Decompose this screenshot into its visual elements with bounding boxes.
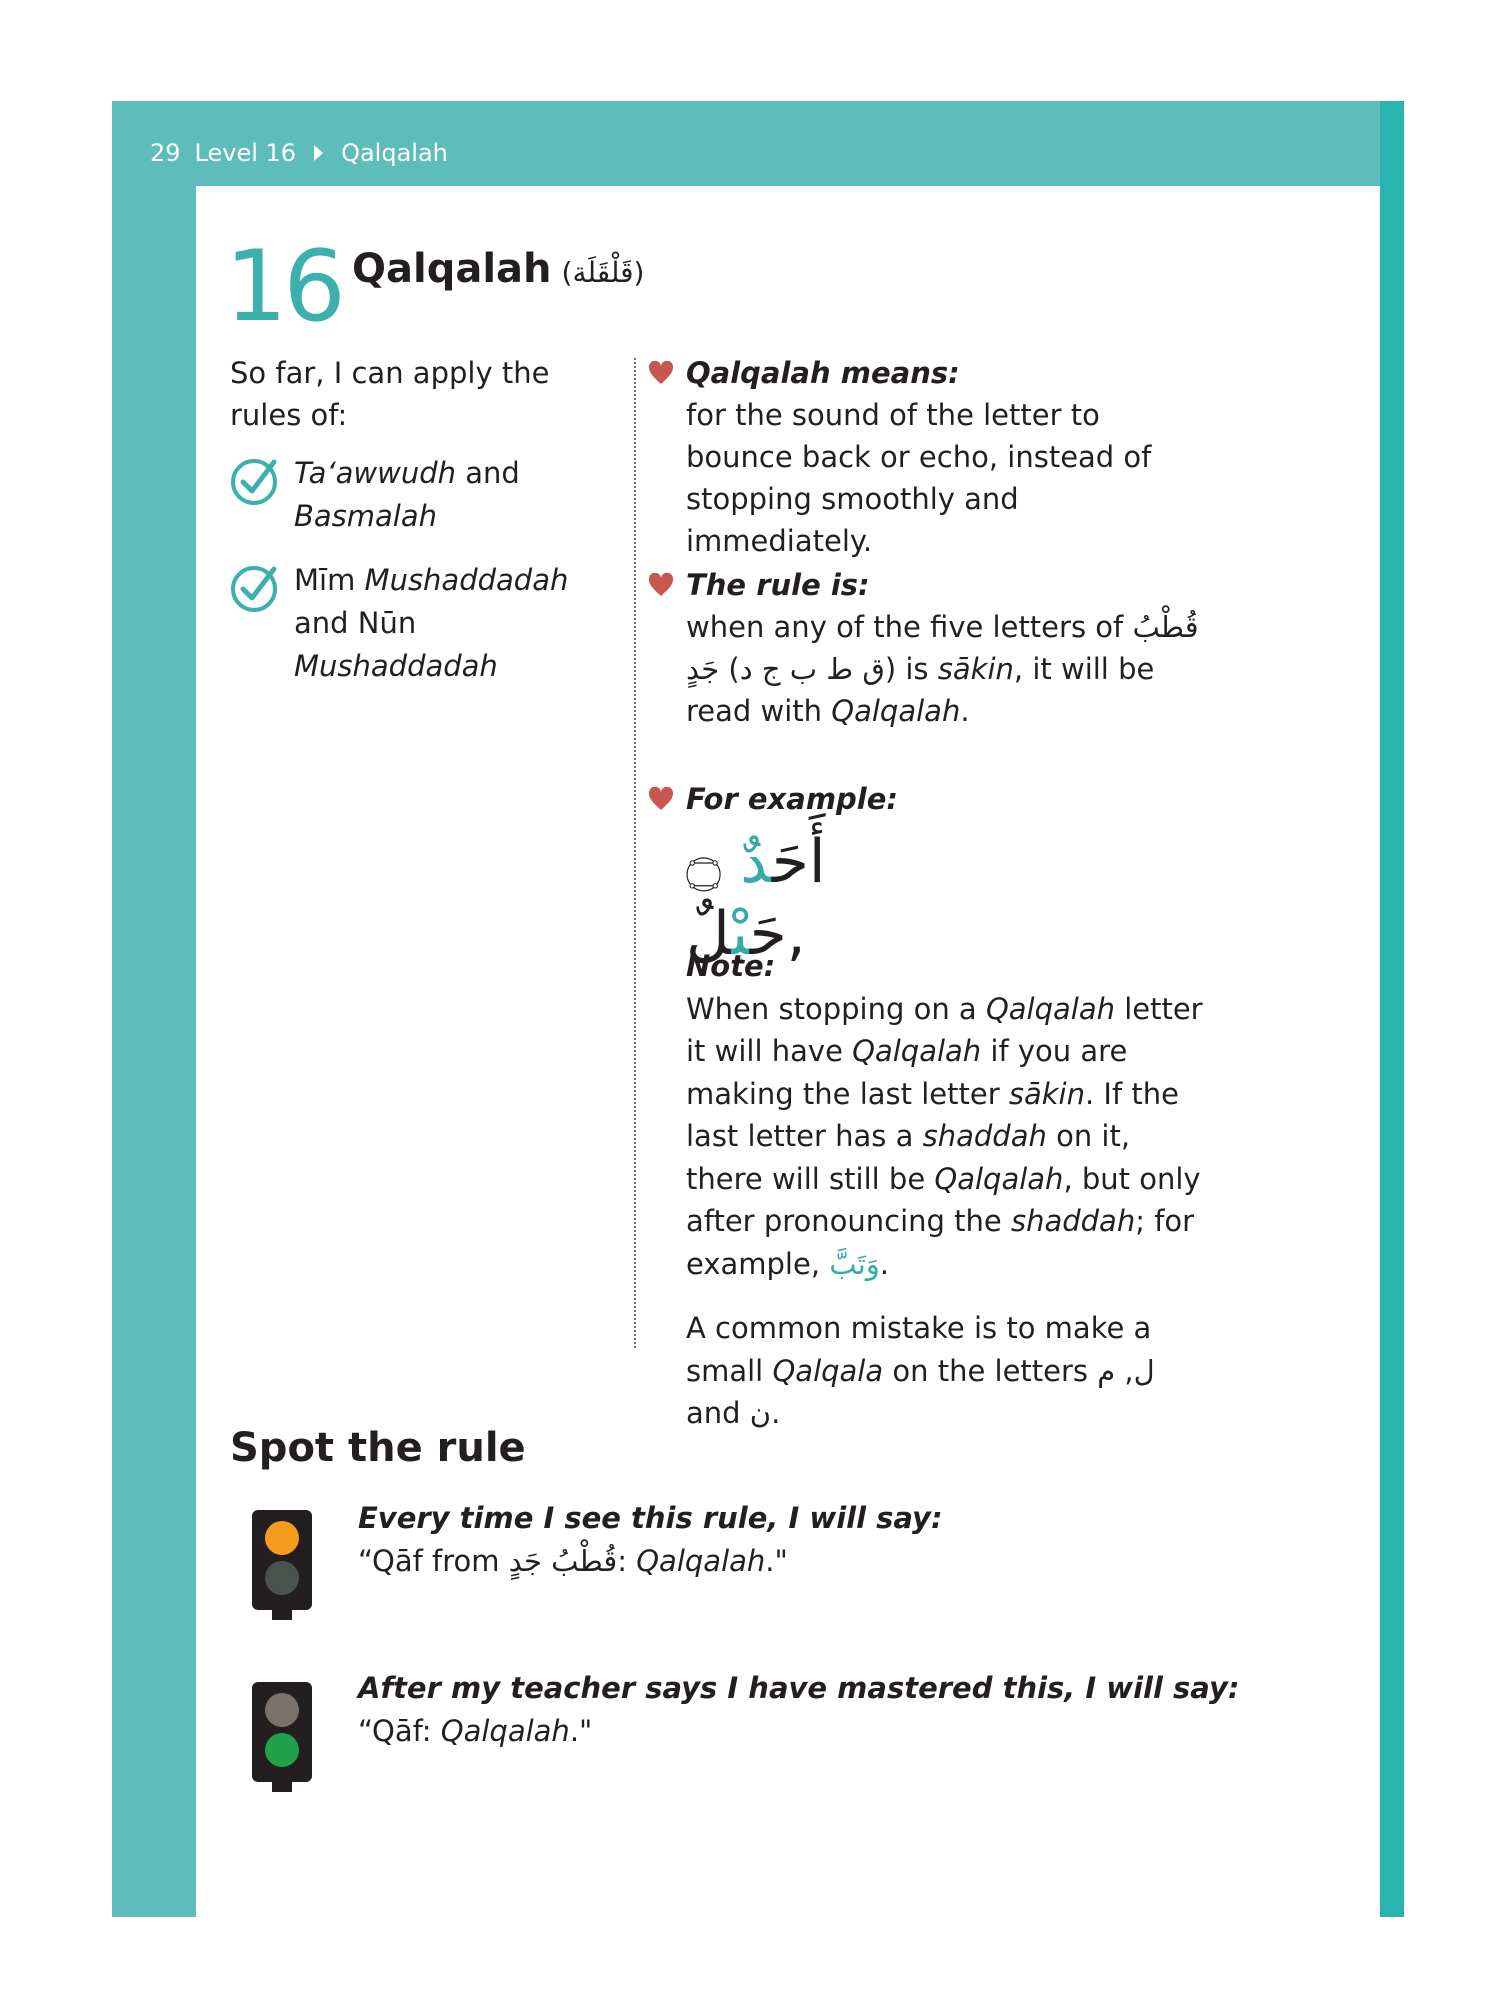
rule-arabic-phrase: قُطْبُ جَدٍ (686, 610, 1199, 686)
note-text: When stopping on a (686, 991, 986, 1026)
note-text: , (1115, 1353, 1134, 1388)
column-divider (634, 358, 636, 1348)
rule-section (648, 564, 1208, 732)
prior-rule-term: Basmalah (294, 499, 438, 533)
quote-text: : (617, 1544, 637, 1578)
example-word-1: أَحَ (771, 827, 826, 897)
quote-text: ." (765, 1544, 788, 1578)
note-heading: Note: (686, 949, 776, 983)
note-term: Qalqalah (852, 1034, 982, 1068)
stop-sign: ۝ (686, 827, 741, 897)
rule-heading: The rule is: (686, 568, 870, 602)
arabic-letter: ن (749, 1396, 772, 1430)
rule-term: sākin (937, 652, 1014, 686)
page-number: 29 (150, 139, 181, 167)
prior-rule-term: Mushaddadah (294, 649, 498, 683)
example-section (648, 778, 1208, 970)
rule-text: ( (719, 652, 740, 686)
note-term: sākin (1008, 1076, 1085, 1111)
note-text: on the letters (883, 1353, 1098, 1388)
prior-rule-prefix: Mīm (294, 563, 365, 597)
example-heading: For example: (686, 782, 899, 816)
quote-term: Qalqalah (636, 1544, 766, 1578)
note-paragraph (686, 988, 1206, 1286)
rule-text: , it will be read with (686, 652, 1155, 728)
note-text: . (771, 1396, 781, 1430)
rule-text: . (960, 694, 970, 728)
checkmark-icon (230, 454, 282, 506)
chapter-title (352, 246, 644, 292)
meaning-heading: Qalqalah means: (686, 356, 960, 390)
prior-rule-text (294, 559, 620, 688)
note-text: letter it will have (686, 991, 1203, 1068)
first-saying-heading: Every time I see this rule, I will say: (358, 1501, 943, 1535)
topic-label: Qalqalah (341, 139, 448, 167)
arabic-letter: م (1097, 1353, 1116, 1388)
example-word-2: حَ (749, 899, 787, 969)
second-saying-heading: After my teacher says I have mastered this, I will say: (358, 1671, 1240, 1705)
prior-rule-term: Ta‘awwudh (294, 456, 457, 490)
chapter-title-arabic: (قَلْقَلَة) (561, 256, 645, 289)
first-saying-quote (358, 1540, 1258, 1583)
note-text: A common mistake is to make a small (686, 1311, 1152, 1388)
prior-rule-item (230, 559, 620, 688)
arabic-letter: ل (1133, 1353, 1155, 1388)
quote-text: “Qāf from (358, 1544, 509, 1578)
note-text: and (686, 1396, 750, 1430)
mistake-paragraph (686, 1307, 1206, 1435)
note-term: Qalqala (772, 1353, 884, 1388)
prior-rule-term: Mushaddadah (364, 563, 569, 597)
prior-rule-prefix: and Nūn (294, 606, 417, 640)
example-word-1-highlight: دٌ (740, 827, 772, 897)
rule-arabic-letters: ق ط ب ج د (739, 652, 885, 686)
quote-term: Qalqalah (440, 1714, 570, 1748)
rule-term: Qalqalah (831, 694, 961, 728)
traffic-light-amber-icon (252, 1510, 312, 1622)
traffic-light-green-icon (252, 1682, 312, 1794)
note-term: Qalqalah (934, 1161, 1064, 1196)
first-saying (358, 1497, 1258, 1583)
chapter-number: 16 (225, 230, 342, 344)
meaning-section (648, 352, 1208, 562)
rule-text: when any of the five letters of (686, 610, 1133, 644)
note-section (686, 945, 1206, 1435)
second-saying (358, 1667, 1258, 1753)
example-comma: , (786, 899, 806, 969)
example-word-2-highlight: بْ (731, 899, 750, 969)
level-label: Level 16 (194, 139, 297, 167)
note-term: shaddah (1010, 1204, 1136, 1238)
meaning-body: for the sound of the letter to bounce back or echo, instead of stopping smoothly and immediately. (686, 398, 1152, 558)
quote-text: ." (569, 1714, 593, 1748)
note-text: ; for example, (686, 1204, 1195, 1281)
note-text: . If the last letter has a (686, 1076, 1179, 1153)
running-head (150, 139, 448, 167)
rule-body (686, 606, 1208, 732)
heart-icon (648, 787, 674, 811)
heart-icon (648, 573, 674, 597)
quote-text: “Qāf: (358, 1714, 441, 1748)
prior-rule-item (230, 452, 620, 538)
note-text: . (879, 1246, 890, 1281)
spot-the-rule-heading: Spot the rule (230, 1425, 526, 1471)
breadcrumb-arrow-icon (314, 145, 323, 161)
note-text: on it, there will still be (686, 1119, 1131, 1196)
intro-text: So far, I can apply the rules of: (230, 356, 550, 432)
prior-rule-text (294, 452, 520, 538)
rule-text: ) is (884, 652, 938, 686)
page-edge-strip (1380, 101, 1404, 1917)
note-text: if you are making the last letter (686, 1034, 1128, 1111)
note-text: , but only after pronouncing the (686, 1161, 1201, 1238)
quote-arabic: قُطْبُ جَدٍ (508, 1544, 618, 1578)
note-term: shaddah (922, 1119, 1047, 1153)
note-arabic-example: وَتَبَّ (829, 1246, 880, 1281)
chapter-title-text: Qalqalah (352, 246, 552, 292)
example-word-2-end: لٌ (686, 899, 732, 969)
second-saying-quote (358, 1710, 1258, 1753)
prior-rule-connector: and (456, 456, 520, 490)
checkmark-icon (230, 561, 282, 613)
heart-icon (648, 361, 674, 385)
note-term: Qalqalah (985, 991, 1115, 1026)
